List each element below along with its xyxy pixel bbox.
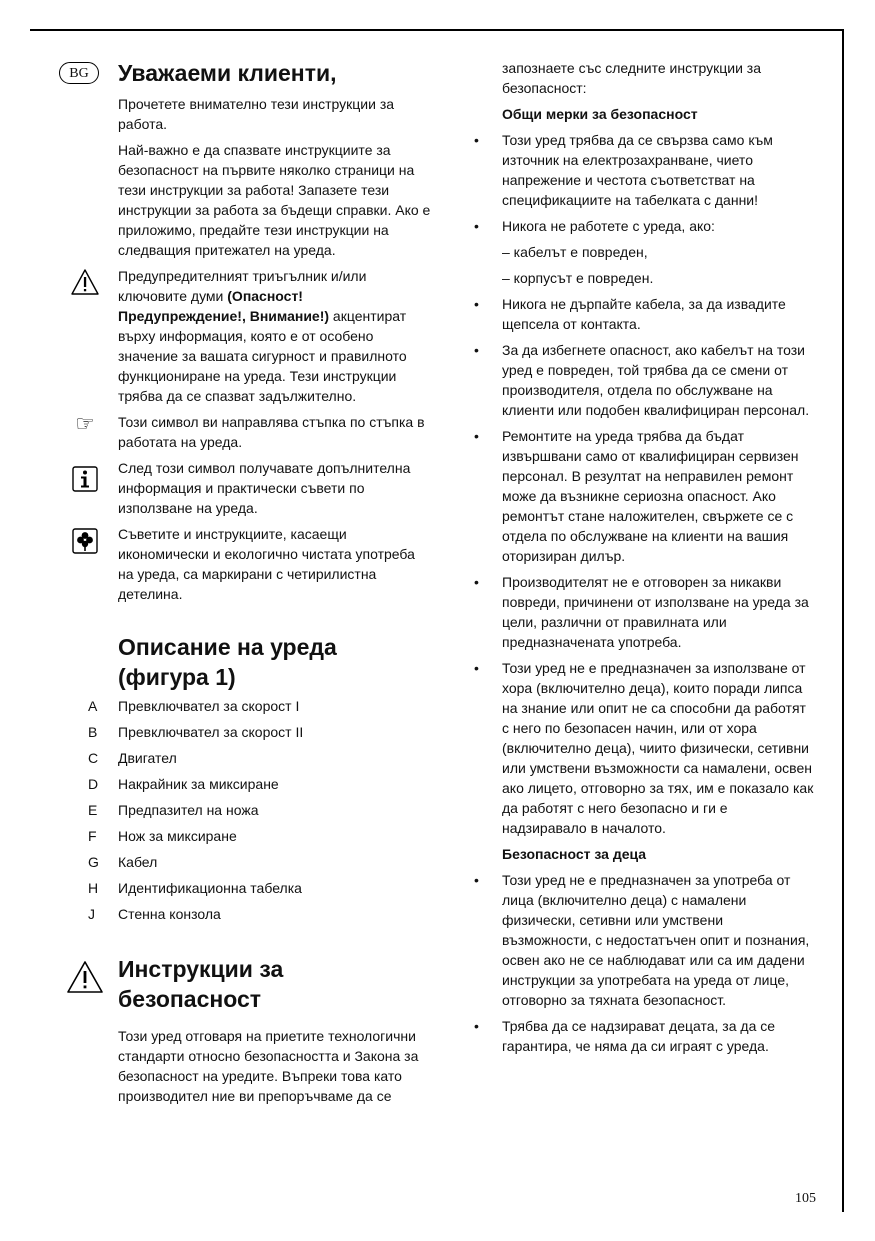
dash-item: – корпусът е повреден.: [502, 270, 654, 286]
warning-triangle-icon: [66, 960, 96, 999]
list-item: • Ремонтите на уреда трябва да бъдат извършвани само от квалифициран сервизен персонал. В резултат на неправилен ремонт може да възникне сериозна опасност. Ако ремонтът стане наложителен, свържете се с отдела по обслужване на клиенти на вашия оторизиран дилър.: [474, 428, 799, 564]
list-item: • Този уред трябва да се свързва само към източник на електрозахранване, чието напрежение и честота съответстват на спецификациите на табелката с данни!: [474, 132, 773, 208]
child-safety-heading: Безопасност за деца: [502, 846, 647, 862]
list-item: D Накрайник за миксиране: [88, 776, 279, 792]
page-frame-right: [842, 29, 844, 1212]
list-item: • Никога не дърпайте кабела, за да извадите щепсела от контакта.: [474, 296, 786, 332]
list-item: • Никога не работете с уреда, ако:: [474, 218, 715, 234]
pointing-hand-icon: ☞: [75, 411, 95, 436]
info-icon: [70, 466, 100, 497]
left-column: [69, 58, 433, 1106]
list-item: G Кабел: [88, 854, 158, 870]
safety-intro-paragraph: Този уред отговаря на приетите технологични стандарти относно безопасността и Закона за безопасност на уредите. Въпреки това като производител ние ви препоръчваме да се: [118, 1028, 419, 1104]
welcome-title: Уважаеми клиенти,: [118, 60, 337, 86]
safety-section: [118, 954, 433, 1014]
list-item: E Предпазител на ножа: [88, 802, 259, 818]
list-item: F Нож за миксиране: [88, 828, 237, 844]
warning-note-text: Предупредителният триъгълник и/или ключовите думи (Опасност! Предупреждение!, Внимание!) акцентират върху информация, която е от особено значение за вашата сигурност и правилното функциониране на уреда. Тези инструкции трябва да се спазват задължително.: [118, 268, 407, 404]
page-frame-top: [30, 29, 844, 31]
intro-paragraph-2: Най-важно е да спазвате инструкциите за безопасност на първите няколко страници на тези инструкции за работа! Запазете тези инструкции за работа за бъдещи справки. Ако е приложимо, предайте тези инструкции на следващия притежател на уреда.: [118, 142, 431, 258]
info-note-text: След този символ получавате допълнителна информация и практически съвети по използване на уреда.: [118, 460, 411, 516]
list-item: A Превключвател за скорост I: [88, 698, 300, 714]
warning-triangle-icon: [70, 268, 100, 301]
parts-list: [88, 696, 433, 924]
step-note-text: Този символ ви направлява стъпка по стъпка в работата на уреда.: [118, 414, 425, 450]
dash-item: – кабелът е повреден,: [502, 244, 648, 260]
general-safety-heading: Общи мерки за безопасност: [502, 106, 698, 122]
list-item: H Идентификационна табелка: [88, 880, 302, 896]
page-number: 105: [795, 1191, 816, 1206]
intro-paragraph-1: Прочетете внимателно тези инструкции за работа.: [118, 96, 395, 132]
language-badge: BG: [59, 62, 99, 84]
step-note: [75, 411, 433, 452]
info-note: [118, 458, 433, 518]
list-item: • Производителят не е отговорен за никакви повреди, причинени от използване на уреда за цели, различни от правилната или предназначената употреба.: [474, 574, 809, 650]
welcome-section: [69, 58, 433, 88]
list-item: • Трябва да се надзирават децата, за да се гарантира, че няма да си играят с уреда.: [474, 1018, 776, 1054]
description-title: Описание на уреда (фигура 1): [118, 634, 337, 690]
eco-note-text: Съветите и инструкциите, касаещи икономически и екологично чистата употреба на уреда, са маркирани с четирилистна детелина.: [118, 526, 415, 602]
clover-icon: [70, 528, 100, 559]
list-item: J Стенна конзола: [88, 906, 221, 922]
list-item: B Превключвател за скорост II: [88, 724, 304, 740]
list-item: C Двигател: [88, 750, 177, 766]
list-item: • За да избегнете опасност, ако кабелът на този уред е повреден, той трябва да се смени от производителя, отдела по обслужване на клиенти или подобен квалифициран персонал.: [474, 342, 810, 418]
list-item: • Този уред не е предназначен за използване от хора (включително деца), които поради липса на знание или опит не са способни да работят с него по безопасен начин, или от хора (включително деца), чиито физически, сетивни или умствени възможности са намалени, освен ако лицето, отговорно за тях, им е показало как да работят с него безопасно и ги е надзиравало в началото.: [474, 660, 814, 836]
right-column: [474, 58, 814, 1056]
safety-title: Инструкции за безопасност: [118, 956, 284, 1012]
warning-note: [118, 266, 433, 406]
safety-intro-continuation: запознаете със следните инструкции за безопасност:: [502, 60, 762, 96]
list-item: • Този уред не е предназначен за употреба от лица (включително деца) с намалени физически, сетивни или умствени възможности, с недостатъчен опит и познания, освен ако не се наблюдават или са им дадени инструкции за употребата на уреда от лице, отговорно за тяхната безопасност.: [474, 872, 810, 1008]
eco-note: [118, 524, 433, 604]
